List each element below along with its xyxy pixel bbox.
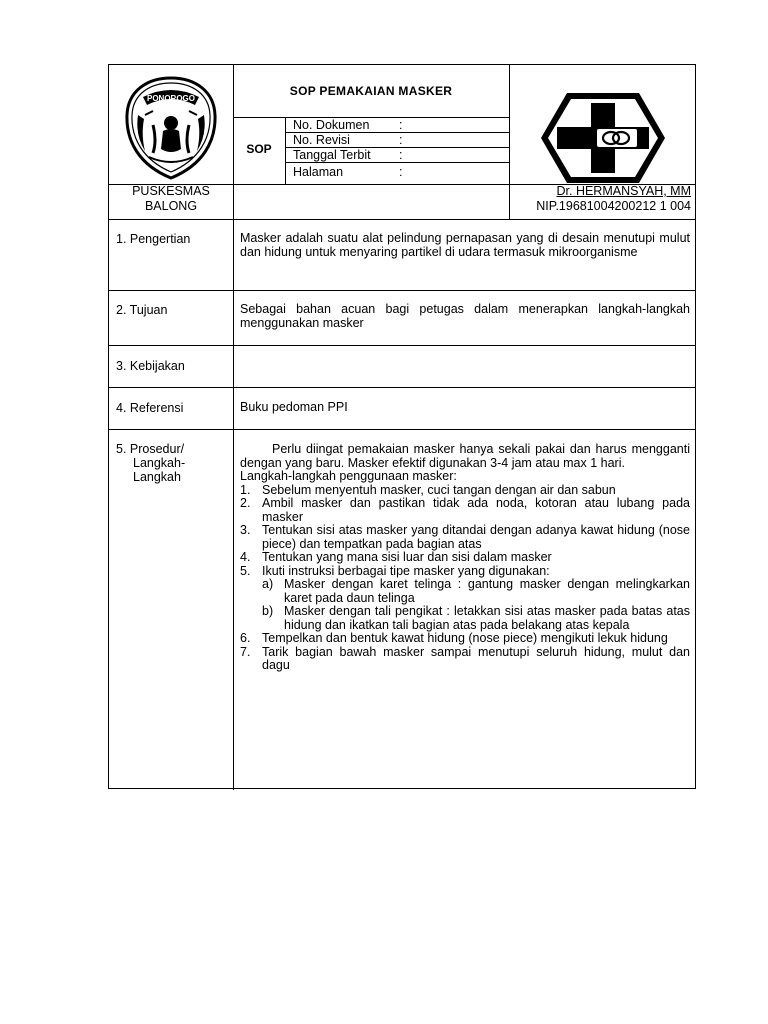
meta-halaman (287, 165, 509, 180)
meta-sep: : (399, 118, 403, 132)
label-prosedur-line-2: Langkah- (133, 456, 186, 470)
header-divider-right (509, 65, 510, 184)
prosedur-substep (240, 605, 690, 632)
prosedur-step (240, 565, 690, 579)
prosedur-substep (240, 578, 690, 605)
ponorogo-seal-logo (123, 75, 219, 181)
text-pengertian: Masker adalah suatu alat pelindung pernapasan yang di desain menutupi mulut dan hidung untuk menyaring partikel di udara termasuk mikroorganisme (240, 231, 690, 259)
row-line-1 (109, 290, 695, 291)
signer-nip: NIP.19681004200212 1 004 (536, 199, 691, 213)
step-number: 2. (240, 496, 251, 510)
prosedur-step (240, 524, 690, 551)
step-number: 6. (240, 631, 251, 645)
row-line-3 (109, 387, 695, 388)
substep-letter: a) (262, 577, 274, 591)
prosedur-step (240, 497, 690, 524)
label-prosedur-line-1: 5. Prosedur/ (116, 442, 185, 456)
step-text: Tentukan yang mana sisi luar dan sisi dalam masker (262, 550, 552, 564)
label-referensi: 4. Referensi (116, 401, 184, 415)
step-text: Ikuti instruksi berbagai tipe masker yang digunakan: (262, 563, 550, 578)
prosedur-content (240, 443, 690, 673)
prosedur-steps-heading: Langkah-langkah penggunaan masker: (240, 469, 457, 483)
prosedur-step (240, 632, 690, 646)
step-number: 7. (240, 644, 251, 659)
sop-label: SOP (246, 142, 272, 156)
meta-sep: : (399, 148, 403, 162)
step-number: 3. (240, 523, 251, 537)
step-number: 1. (240, 482, 251, 497)
org-bottom-line (109, 219, 695, 220)
label-pengertian: 1. Pengertian (116, 232, 191, 246)
substep-text: Masker dengan karet telinga : gantung masker dengan melingkarkan karet pada daun telinga (284, 577, 690, 605)
text-tujuan: Sebagai bahan acuan bagi petugas dalam menerapkan langkah-langkah menggunakan masker (240, 302, 690, 330)
label-prosedur (116, 442, 185, 484)
org-line-1: PUSKESMAS (132, 184, 210, 198)
signer-block (509, 184, 691, 214)
substep-letter: b) (262, 604, 274, 618)
step-number: 4. (240, 550, 251, 564)
meta-tanggal-terbit (287, 148, 509, 163)
sop-document (108, 64, 696, 789)
sop-divider (285, 117, 286, 184)
meta-key: No. Dokumen (293, 118, 370, 132)
column-divider (233, 65, 234, 790)
signer-name: Dr. HERMANSYAH, MM (556, 184, 691, 198)
step-text: Sebelum menyentuh masker, cuci tangan dengan air dan sabun (262, 482, 616, 497)
meta-key: Halaman (293, 165, 344, 179)
meta-no-revisi (287, 133, 509, 148)
prosedur-intro: Perlu diingat pemakaian masker hanya sekali pakai dan harus mengganti dengan yang baru. Masker efektif digunakan 3-4 jam atau max 1 hari. (240, 442, 690, 470)
row-line-2 (109, 345, 695, 346)
meta-sep: : (399, 133, 403, 147)
step-text: Tentukan sisi atas masker yang ditandai dengan adanya kawat hidung (nose piece) dan tempatkan pada bagian atas (262, 523, 690, 551)
prosedur-step (240, 484, 690, 498)
meta-key: Tanggal Terbit (293, 148, 371, 162)
row-line-4 (109, 429, 695, 430)
step-text: Ambil masker dan pastikan tidak ada noda, kotoran atau lubang pada masker (262, 496, 690, 524)
text-referensi: Buku pedoman PPI (240, 400, 348, 414)
org-name (109, 184, 233, 214)
meta-key: No. Revisi (293, 133, 350, 147)
step-text: Tarik bagian bawah masker sampai menutupi seluruh hidung, mulut dan dagu (262, 644, 690, 672)
prosedur-step (240, 646, 690, 673)
step-number: 5. (240, 563, 251, 578)
meta-sep: : (399, 165, 403, 179)
svg-text:PONOROGO: PONOROGO (146, 94, 196, 103)
step-text: Tempelkan dan bentuk kawat hidung (nose piece) mengikuti lekuk hidung (262, 631, 668, 645)
substep-text: Masker dengan tali pengikat : letakkan sisi atas masker pada batas atas hidung dan ikatkan tali bagian atas pada belakang atas kepala (284, 604, 690, 632)
label-kebijakan: 3. Kebijakan (116, 359, 185, 373)
prosedur-step (240, 551, 690, 565)
puskesmas-emblem-logo (539, 91, 667, 185)
label-prosedur-line-3: Langkah (133, 470, 181, 484)
org-line-2: BALONG (144, 199, 198, 213)
sop-title: SOP PEMAKAIAN MASKER (289, 84, 453, 98)
label-tujuan: 2. Tujuan (116, 303, 168, 317)
meta-no-dokumen (287, 118, 509, 133)
